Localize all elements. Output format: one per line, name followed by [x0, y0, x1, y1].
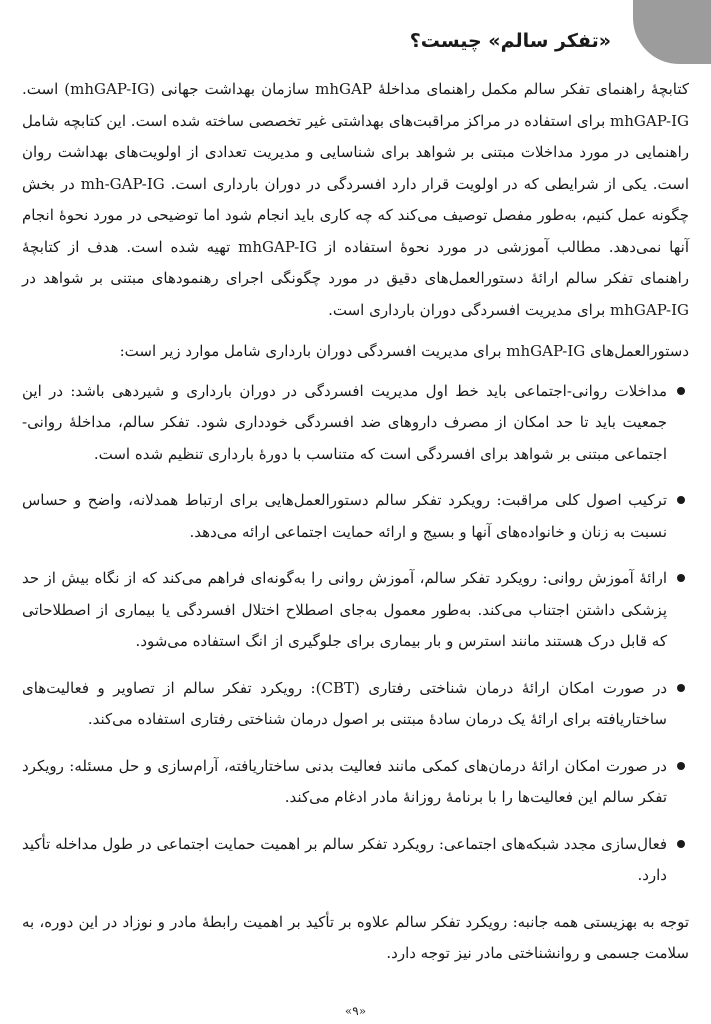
list-item-text: ارائهٔ آموزش روانی: رویکرد تفکر سالم، آموزش روانی را به‌گونه‌ای فراهم می‌کند که از نگاه بیش از حد پزشکی داشتن اجتناب می‌کند. به‌طور معمول به‌جای اصطلاح اختلال افسردگی یا بیماری از اصطلاحاتی که قابل درک هستند مانند استرس و بار بیماری برای جلوگیری از انگ استفاده می‌شود. [22, 569, 667, 650]
bullet-icon [677, 684, 685, 692]
list-item [22, 829, 689, 892]
bullet-icon [677, 387, 685, 395]
list-item [22, 673, 689, 736]
list-item-text: در صورت امکان ارائهٔ درمان‌های کمکی مانند فعالیت بدنی ساختاریافته، آرام‌سازی و حل مسئله: رویکرد تفکر سالم این فعالیت‌ها را با برنامهٔ روزانهٔ مادر ادغام می‌کند. [22, 756, 667, 806]
bullet-icon [677, 762, 685, 770]
page-title: «تفکر سالم» چیست؟ [409, 30, 611, 52]
list-item-text: در صورت امکان ارائهٔ درمان شناختی رفتاری (CBT): رویکرد تفکر سالم از تصاویر و فعالیت‌های ساختاریافته برای ارائهٔ یک درمان سادهٔ مبتنی بر اصول درمان شناختی رفتاری استفاده می‌کند. [22, 678, 667, 728]
guideline-list [22, 376, 689, 892]
list-item-text: ترکیب اصول کلی مراقبت: رویکرد تفکر سالم دستورالعمل‌هایی برای ارتباط همدلانه، واضح و حساس نسبت به زنان و خانواده‌های آنها و بسیج و ارائه حمایت اجتماعی ارائه می‌دهد. [22, 491, 667, 541]
list-intro: دستورالعمل‌های mhGAP-IG برای مدیریت افسردگی دوران بارداری شامل موارد زیر است: [119, 342, 689, 360]
bullet-icon [677, 574, 685, 582]
document-body [22, 30, 689, 970]
list-item-text: مداخلات روانی-اجتماعی باید خط اول مدیریت افسردگی در دوران بارداری و شیردهی باشد: در این جمعیت باید تا حد امکان از مصرف داروهای ضد افسردگی خودداری شود. تفکر سالم، مداخلهٔ روانی-اجتماعی مبتنی بر شواهد برای افسردگی است که متناسب با دورهٔ بارداری تنظیم شده است. [22, 381, 667, 463]
bullet-icon [677, 496, 685, 504]
list-item [22, 485, 689, 548]
intro-paragraph: کتابچهٔ راهنمای تفکر سالم مکمل راهنمای مداخلهٔ mhGAP سازمان بهداشت جهانی (mhGAP-IG) است. mhGAP-IG برای استفاده در مراکز مراقبت‌های بهداشتی غیر تخصصی ساخته شده است. این کتابچه شامل راهنمایی در مورد مداخلات مبتنی بر شواهد برای شناسایی و مدیریت تعدادی از اولویت‌های بهداشت روان است. یکی از شرایطی که در اولویت قرار دارد افسردگی در دوران بارداری است. mh-GAP-IG در بخش چگونه عمل کنیم، به‌طور مفصل توصیف می‌کند که چه کاری باید انجام شود اما توضیحی در مورد نحوهٔ انجام آنها نمی‌دهد. مطالب آموزشی در مورد نحوهٔ استفاده از mhGAP-IG تهیه شده است. هدف از کتابچهٔ راهنمای تفکر سالم ارائهٔ دستورالعمل‌های دقیق در مورد چگونگی اجرای رهنمودهای مبتنی بر شواهد در mhGAP-IG برای مدیریت افسردگی دوران بارداری است. [22, 80, 689, 319]
closing-note: توجه به بهزیستی همه جانبه: رویکرد تفکر سالم علاوه بر تأکید بر اهمیت رابطهٔ مادر و نوزاد در این دوره، به سلامت جسمی و روانشناختی مادر نیز توجه دارد. [22, 912, 689, 962]
list-item [22, 751, 689, 814]
list-item [22, 376, 689, 471]
list-item [22, 563, 689, 658]
page-number: «۹» [344, 1004, 367, 1018]
list-item-text: فعال‌سازی مجدد شبکه‌های اجتماعی: رویکرد تفکر سالم بر اهمیت حمایت اجتماعی در طول مداخله تأکید دارد. [22, 834, 667, 884]
bullet-icon [677, 840, 685, 848]
